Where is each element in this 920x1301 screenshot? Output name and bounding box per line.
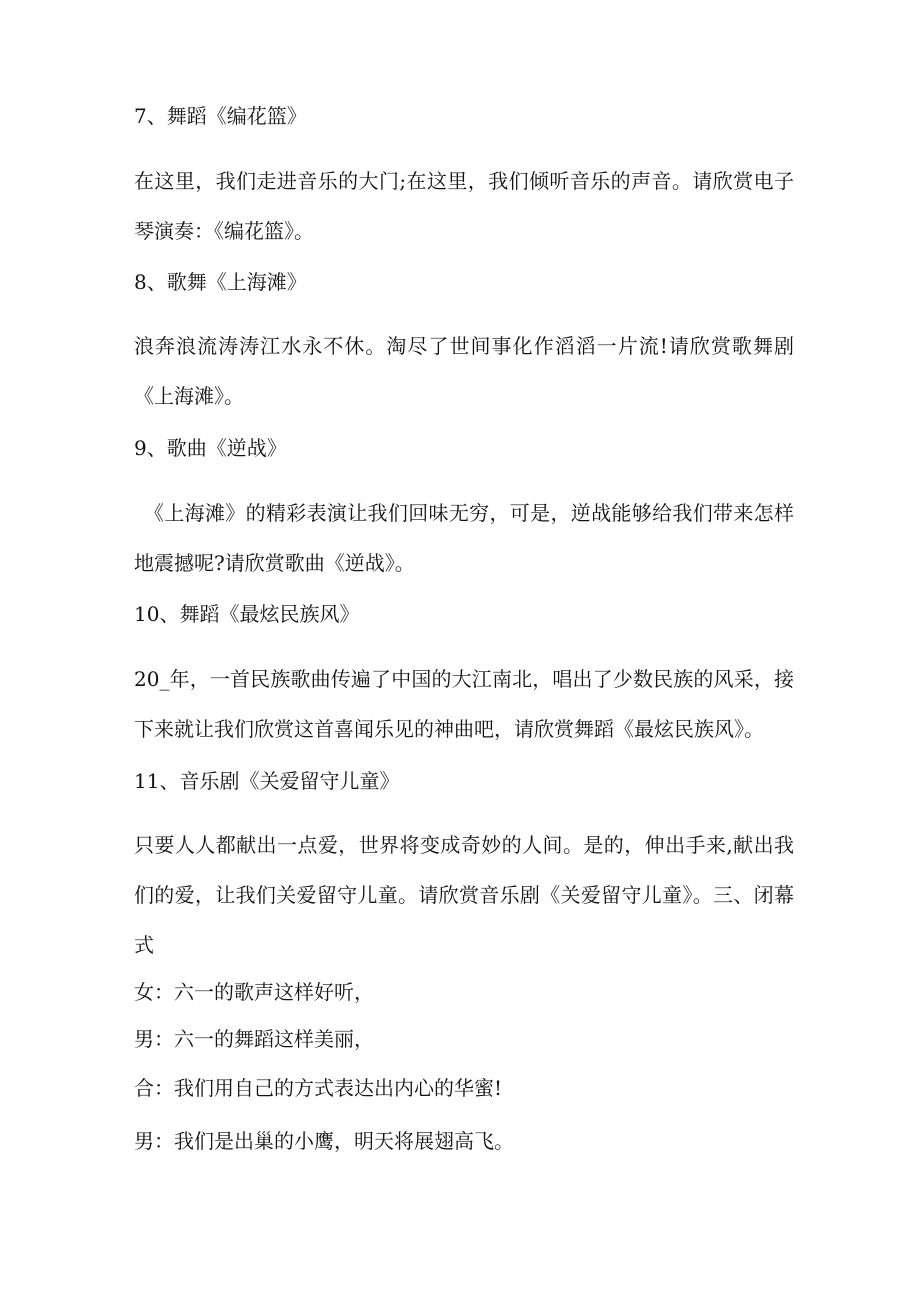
closing-line: 男：我们是出巢的小鹰，明天将展翅高飞。 [134,1129,514,1153]
section-body-10: 20_年，一首民族歌曲传遍了中国的大江南北，唱出了少数民族的风采，接下来就让我们欣赏这首喜闻乐见的神曲吧，请欣赏舞蹈《最炫民族风》。 [134,667,794,741]
section-heading-9: 9、歌曲《逆战》 [134,436,287,460]
closing-line: 合：我们用自己的方式表达出内心的华蜜! [134,1076,503,1100]
section-body-7: 在这里，我们走进音乐的大门;在这里，我们倾听音乐的声音。请欣赏电子琴演奏：《编花篮》。 [134,169,794,243]
closing-line: 男：六一的舞蹈这样美丽， [134,1027,374,1051]
section-body-8: 浪奔浪流涛涛江水永不休。淘尽了世间事化作滔滔一片流!请欣赏歌舞剧《上海滩》。 [134,334,794,408]
section-body-11: 只要人人都献出一点爱，世界将变成奇妙的人间。是的，伸出手来,献出我们的爱，让我们关爱留守儿童。请欣赏音乐剧《关爱留守儿童》。三、闭幕式 [134,833,794,957]
closing-line: 女：六一的歌声这样好听， [134,980,374,1004]
section-body-9: 《上海滩》的精彩表演让我们回味无穷，可是，逆战能够给我们带来怎样地震撼呢?请欣赏歌曲《逆战》。 [134,501,794,575]
section-heading-8: 8、歌舞《上海滩》 [134,270,307,294]
section-heading-10: 10、舞蹈《最炫民族风》 [134,602,360,626]
section-heading-11: 11、音乐剧《关爱留守儿童》 [134,769,400,793]
section-heading-7: 7、舞蹈《编花篮》 [134,104,307,128]
